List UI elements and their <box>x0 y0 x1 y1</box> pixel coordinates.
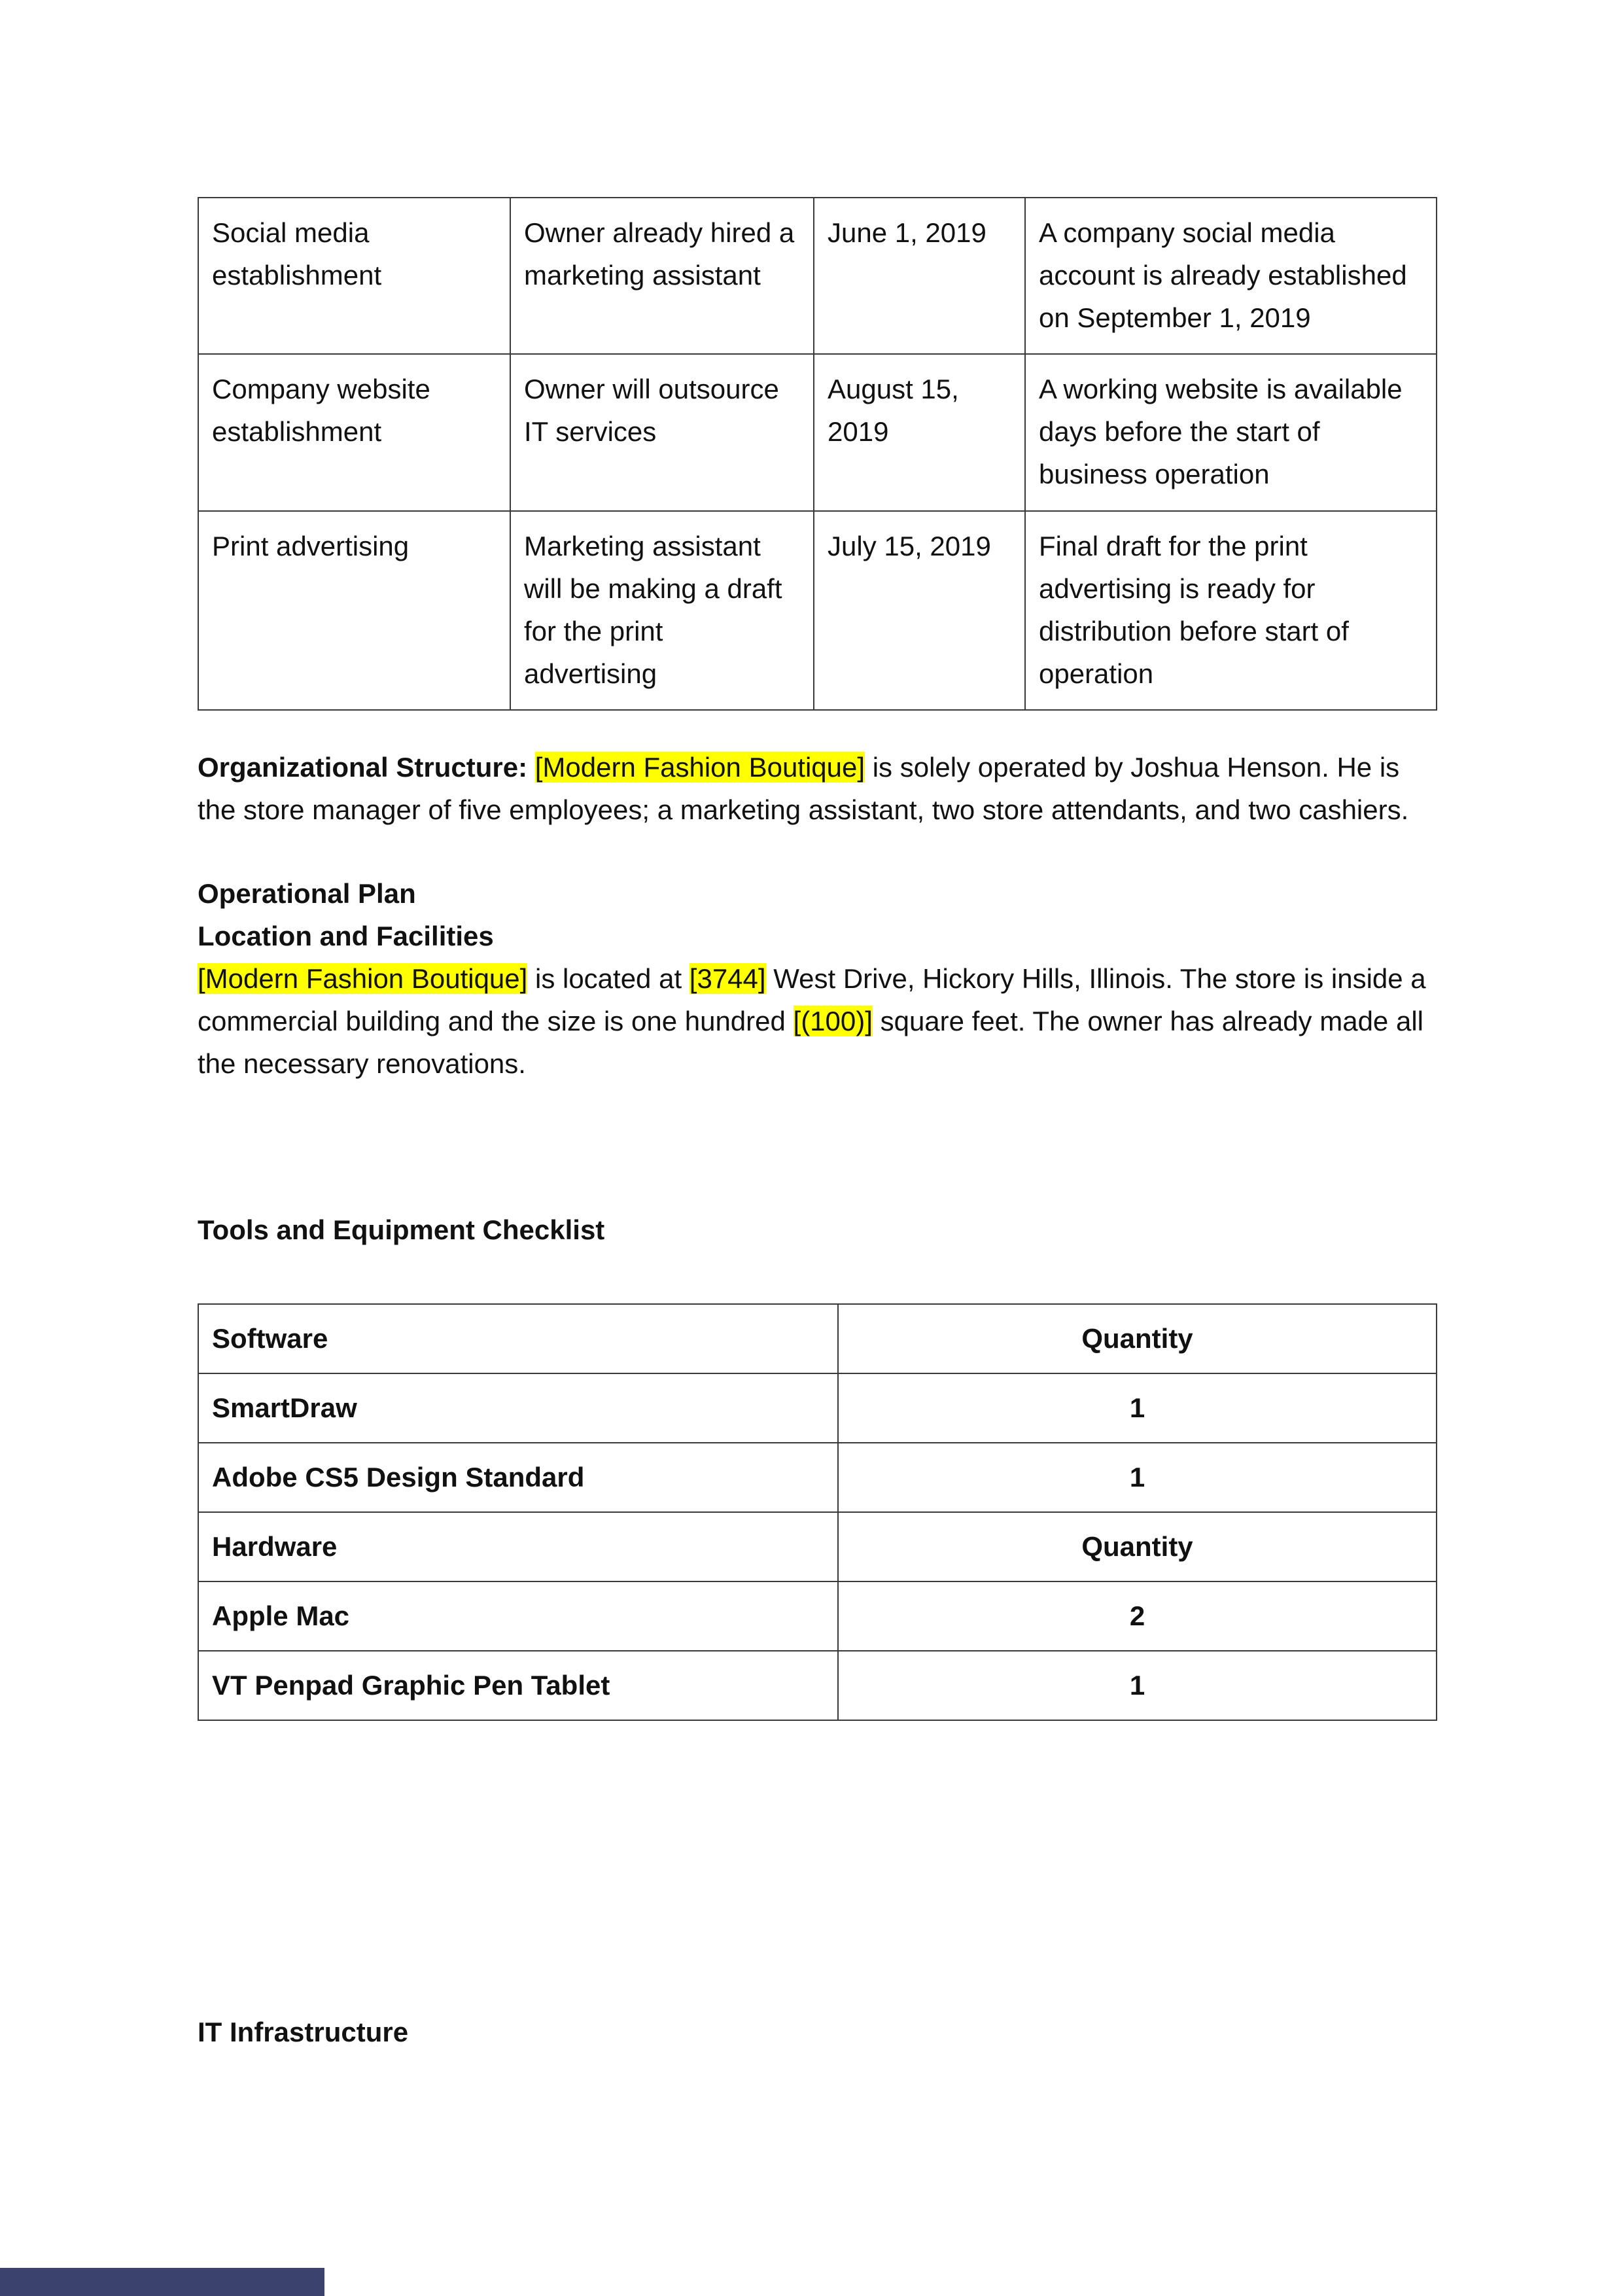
company-name-placeholder: [Modern Fashion Boutique] <box>534 752 865 783</box>
date-cell: June 1, 2019 <box>814 198 1025 354</box>
organizational-structure-paragraph <box>198 746 1440 831</box>
outcome-cell: Final draft for the print advertising is ready for distribution before start of operation <box>1025 511 1437 710</box>
quantity-cell: 1 <box>838 1651 1437 1720</box>
table-row <box>198 1512 1437 1581</box>
item-cell: Hardware <box>198 1512 838 1581</box>
item-cell: Adobe CS5 Design Standard <box>198 1443 838 1512</box>
quantity-cell: 1 <box>838 1373 1437 1443</box>
address-number-placeholder: [3744] <box>689 963 766 994</box>
tools-checklist-heading: Tools and Equipment Checklist <box>198 1214 605 1245</box>
location-facilities-subheading: Location and Facilities <box>198 921 494 951</box>
location-text-3: square feet. The owner has already made all the necessary renovations. <box>198 1006 1423 1079</box>
size-placeholder: [(100)] <box>793 1006 873 1036</box>
location-text-2: West Drive, Hickory Hills, Illinois. The store is inside a commercial building and the size is one hundred <box>198 963 1426 1036</box>
quantity-cell: 2 <box>838 1581 1437 1651</box>
location-paragraph <box>198 957 1440 1085</box>
marketing-timeline-table <box>198 197 1437 711</box>
it-infrastructure-heading: IT Infrastructure <box>198 2017 409 2047</box>
responsible-cell: Marketing assistant will be making a draft for the print advertising <box>510 511 814 710</box>
quantity-cell: Quantity <box>838 1512 1437 1581</box>
task-cell: Company website establishment <box>198 354 510 511</box>
item-cell: Software <box>198 1304 838 1373</box>
outcome-cell: A company social media account is already established on September 1, 2019 <box>1025 198 1437 354</box>
table-row <box>198 354 1437 511</box>
item-cell: Apple Mac <box>198 1581 838 1651</box>
date-cell: July 15, 2019 <box>814 511 1025 710</box>
table-row <box>198 1651 1437 1720</box>
org-structure-text: is solely operated by Joshua Henson. He is the store manager of five employees; a marketing assistant, two store attendants, and two cashiers. <box>198 752 1409 825</box>
table-row <box>198 511 1437 710</box>
quantity-cell: 1 <box>838 1443 1437 1512</box>
table-row <box>198 1304 1437 1373</box>
quantity-cell: Quantity <box>838 1304 1437 1373</box>
item-cell: VT Penpad Graphic Pen Tablet <box>198 1651 838 1720</box>
item-cell: SmartDraw <box>198 1373 838 1443</box>
date-cell: August 15, 2019 <box>814 354 1025 511</box>
outcome-cell: A working website is available days before the start of business operation <box>1025 354 1437 511</box>
task-cell: Print advertising <box>198 511 510 710</box>
location-text-1: is located at <box>534 963 682 994</box>
table-row <box>198 1443 1437 1512</box>
responsible-cell: Owner already hired a marketing assistant <box>510 198 814 354</box>
table-row <box>198 1373 1437 1443</box>
org-structure-label: Organizational Structure: <box>198 752 528 783</box>
tools-equipment-table <box>198 1303 1437 1721</box>
task-cell: Social media establishment <box>198 198 510 354</box>
footer-accent-bar <box>0 2268 324 2296</box>
table-row <box>198 198 1437 354</box>
operational-plan-heading: Operational Plan <box>198 878 416 909</box>
table-row <box>198 1581 1437 1651</box>
company-name-placeholder: [Modern Fashion Boutique] <box>198 963 528 994</box>
responsible-cell: Owner will outsource IT services <box>510 354 814 511</box>
